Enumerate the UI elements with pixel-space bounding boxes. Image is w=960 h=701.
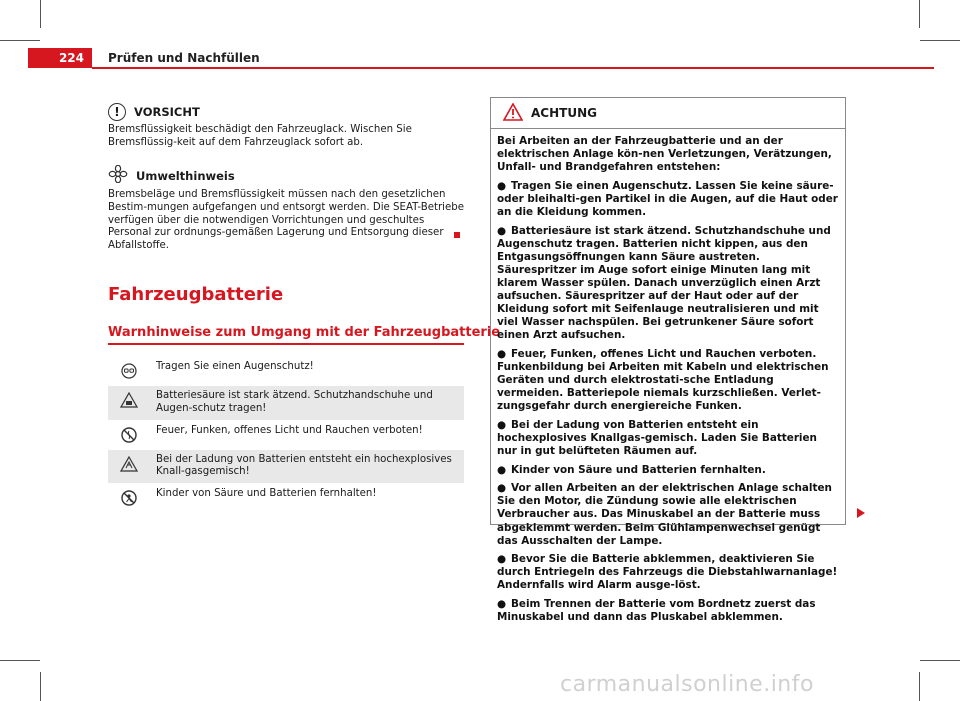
- table-row: Feuer, Funken, offenes Licht und Rauchen verboten!: [108, 421, 464, 450]
- crop-mark: [920, 40, 960, 41]
- crop-mark: [0, 660, 40, 661]
- subsection-title: Warnhinweise zum Umgang mit der Fahrzeugbatterie: [108, 325, 501, 340]
- warning-bullet: ● Tragen Sie einen Augenschutz. Lassen Sie keine säure- oder bleihalti-gen Partikel in die Augen, auf die Haut oder an die Kleidung kommen.: [497, 179, 838, 218]
- environment-text: Bremsbeläge und Bremsflüssigkeit müssen nach den gesetzlichen Bestim-mungen aufgefangen und entsorgt werden. Die SEAT-Betriebe verfügen über die notwendigen Vorrichtungen und geschultes Personal zur ordnungs-gemäßen Lagerung und Entsorgung dieser Abfallstoffe.: [108, 189, 464, 252]
- crop-mark: [920, 660, 960, 661]
- warning-bullet: ● Bei der Ladung von Batterien entsteht ein hochexplosives Knallgas-gemisch. Laden Sie Batterien nur in gut belüfteten Räumen auf.: [497, 418, 817, 458]
- bullet-icon: ●: [497, 463, 507, 476]
- warning-bullet: ● Feuer, Funken, offenes Licht und Rauchen verboten. Funkenbildung bei Arbeiten mit Kabeln und elektrischen Geräten und durch elektrostati-sche Entladung vermeiden. Batteriepole niemals kurzschließen. Verlet-zungsgefahr durch energiereiche Funken.: [497, 347, 829, 413]
- page-header-title: Prüfen und Nachfüllen: [108, 51, 260, 65]
- no-fire-icon: [121, 427, 137, 448]
- warning-bullet: ● Bevor Sie die Batterie abklemmen, deaktivieren Sie durch Entriegeln des Fahrzeugs die Diebstahlwarnanlage! Andernfalls wird Alarm ausge-löst.: [497, 553, 838, 592]
- flower-icon: [108, 165, 128, 186]
- bullet-icon: ●: [497, 347, 507, 360]
- bullet-icon: ●: [497, 418, 507, 431]
- crop-mark: [0, 40, 40, 41]
- bullet-icon: ●: [497, 553, 507, 566]
- goggles-icon: [121, 363, 137, 384]
- table-row: Tragen Sie einen Augenschutz!: [108, 357, 464, 386]
- subsection-divider: [108, 343, 464, 345]
- warning-bullet: ● Batteriesäure ist stark ätzend. Schutzhandschuhe und Augenschutz tragen. Batterien nicht kippen, aus den Entgasungsöffnungen kann Säure austreten. Säurespritzer im Auge sofort einige Minuten lang mit klarem Wasser spülen. Danach unverzüglich einen Arzt aufsuchen. Säurespritzer auf der Haut oder auf der Kleidung sofort mit Seifenlauge neutralisieren und mit viel Wasser nachspülen. Bei getrunkener Säure sofort einen Arzt aufsuchen.: [497, 224, 831, 342]
- header-divider: [92, 67, 934, 69]
- acid-warning-icon: [120, 392, 138, 413]
- crop-mark: [40, 0, 41, 28]
- bullet-icon: ●: [497, 224, 507, 237]
- crop-mark: [40, 672, 41, 701]
- warning-symbols-table: [108, 357, 464, 513]
- bullet-icon: ●: [497, 598, 507, 610]
- warning-title: ACHTUNG: [531, 106, 597, 120]
- warning-box: [490, 97, 846, 624]
- table-row: Kinder von Säure und Batterien fernhalten!: [108, 484, 464, 513]
- table-row: Bei der Ladung von Batterien entsteht ein hochexplosives Knall-gasgemisch!: [108, 450, 464, 485]
- table-row: Batteriesäure ist stark ätzend. Schutzhandschuhe und Augen-schutz tragen!: [108, 386, 464, 421]
- environment-title: Umwelthinweis: [136, 168, 235, 183]
- warning-body: [491, 129, 845, 624]
- bullet-icon: ●: [497, 179, 507, 192]
- warning-intro: Bei Arbeiten an der Fahrzeugbatterie und an der elektrischen Anlage kön-nen Verletzungen, Verätzungen, Unfall- und Brandgefahren entstehen:: [497, 135, 832, 174]
- caution-text: Bremsflüssigkeit beschädigt den Fahrzeuglack. Wischen Sie Bremsflüssig-keit auf dem Fahrzeuglack sofort ab.: [108, 124, 412, 148]
- page-number: 224: [28, 48, 92, 68]
- end-marker: [454, 232, 460, 238]
- bullet-icon: ●: [497, 482, 507, 495]
- keep-children-away-icon: [121, 490, 137, 511]
- warning-bullet: ● Vor allen Arbeiten an der elektrischen Anlage schalten Sie den Motor, die Zündung sowie alle elektrischen Verbraucher aus. Das Minuskabel an der Batterie muss abgeklemmt werden. Beim Glühlampenwechsel genügt das Ausschalten der Lampe.: [497, 482, 832, 547]
- crop-mark: [919, 672, 920, 701]
- watermark: carmanualsonline.info: [560, 672, 814, 697]
- explosive-warning-icon: [120, 456, 138, 477]
- section-title: Fahrzeugbatterie: [108, 284, 284, 305]
- caution-title: VORSICHT: [134, 105, 200, 119]
- warning-bullet: ● Kinder von Säure und Batterien fernhalten.: [497, 463, 766, 476]
- exclamation-circle-icon: !: [108, 103, 126, 121]
- caution-notice: [108, 103, 466, 150]
- warning-bullet: ● Beim Trennen der Batterie vom Bordnetz zuerst das Minuskabel und dann das Pluskabel abklemmen.: [497, 598, 816, 624]
- environment-notice: [108, 165, 466, 253]
- warning-triangle-icon: [503, 103, 523, 124]
- crop-mark: [919, 0, 920, 28]
- continue-arrow-icon: [857, 508, 865, 518]
